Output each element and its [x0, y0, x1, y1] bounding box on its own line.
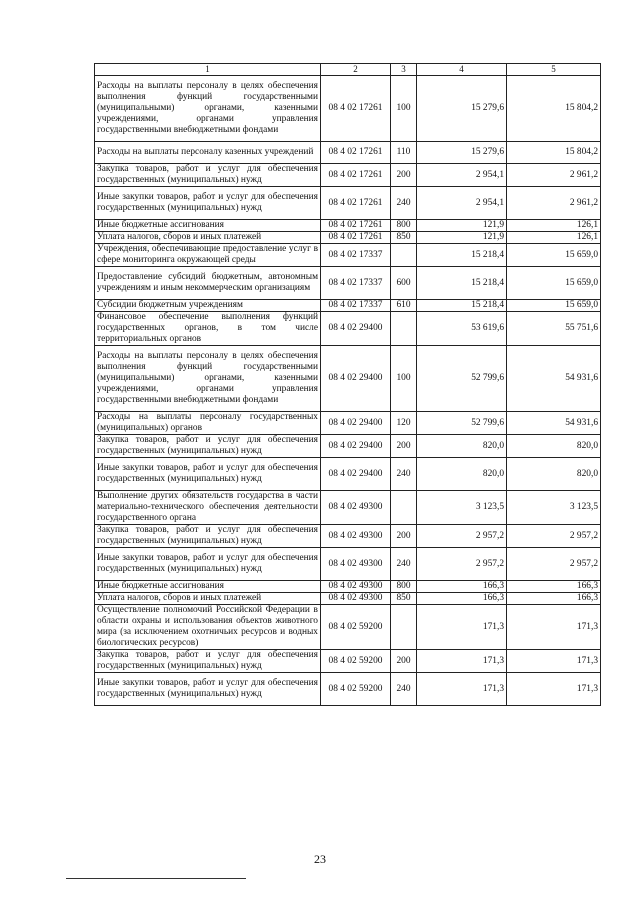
row-value-year-2: 2 961,2	[507, 187, 601, 220]
row-name: Иные закупки товаров, работ и услуг для обеспечения государственных (муниципальных) нужд	[95, 673, 321, 706]
header-col-5: 5	[507, 64, 601, 76]
row-value-year-2: 126,1	[507, 232, 601, 244]
row-value-year-2: 54 931,6	[507, 346, 601, 412]
table-row	[95, 605, 601, 650]
row-value-year-2: 15 804,2	[507, 76, 601, 142]
row-value-year-2: 2 957,2	[507, 548, 601, 581]
row-expense-type: 240	[391, 548, 417, 581]
row-expense-type: 110	[391, 142, 417, 164]
row-code: 08 4 02 29400	[321, 346, 391, 412]
row-value-year-1: 2 957,2	[417, 548, 507, 581]
page-number: 23	[314, 852, 326, 866]
table-row	[95, 491, 601, 525]
row-value-year-1: 166,3	[417, 581, 507, 593]
row-value-year-2: 15 659,0	[507, 244, 601, 267]
row-code: 08 4 02 29400	[321, 412, 391, 435]
row-code: 08 4 02 17337	[321, 244, 391, 267]
table-row	[95, 525, 601, 548]
row-name: Закупка товаров, работ и услуг для обеспечения государственных (муниципальных) нужд	[95, 525, 321, 548]
row-name: Расходы на выплаты персоналу в целях обеспечения выполнения функций государственными (муниципальными) органами, казенными учреждениями, органами управления государственными внебюджетными фондами	[95, 76, 321, 142]
footer-divider	[66, 878, 246, 879]
row-code: 08 4 02 49300	[321, 548, 391, 581]
row-name: Уплата налогов, сборов и иных платежей	[95, 232, 321, 244]
table-header	[95, 64, 601, 76]
row-value-year-1: 171,3	[417, 605, 507, 650]
row-value-year-1: 52 799,6	[417, 346, 507, 412]
table-row	[95, 593, 601, 605]
header-row	[95, 64, 601, 76]
row-value-year-1: 15 218,4	[417, 267, 507, 300]
row-expense-type	[391, 491, 417, 525]
row-name: Учреждения, обеспечивающие предоставление услуг в сфере мониторинга окружающей среды	[95, 244, 321, 267]
table-row	[95, 458, 601, 491]
row-code: 08 4 02 49300	[321, 525, 391, 548]
row-expense-type: 200	[391, 525, 417, 548]
row-expense-type: 240	[391, 458, 417, 491]
row-name: Расходы на выплаты персоналу в целях обеспечения выполнения функций государственными (муниципальными) органами, казенными учреждениями, органами управления государственными внебюджетными фондами	[95, 346, 321, 412]
row-name: Финансовое обеспечение выполнения функций государственных органов, в том числе территориальных органов	[95, 312, 321, 346]
table-row	[95, 142, 601, 164]
row-expense-type: 850	[391, 232, 417, 244]
row-code: 08 4 02 17261	[321, 142, 391, 164]
table-row	[95, 346, 601, 412]
row-name: Иные закупки товаров, работ и услуг для обеспечения государственных (муниципальных) нужд	[95, 458, 321, 491]
header-col-2: 2	[321, 64, 391, 76]
row-value-year-1: 2 954,1	[417, 164, 507, 187]
row-name: Иные бюджетные ассигнования	[95, 220, 321, 232]
table-row	[95, 164, 601, 187]
row-value-year-2: 15 659,0	[507, 300, 601, 312]
table-body	[95, 76, 601, 706]
row-name: Осуществление полномочий Российской Федерации в области охраны и использования объектов животного мира (за исключением охотничьих ресурсов и водных биологических ресурсов)	[95, 605, 321, 650]
row-value-year-1: 15 279,6	[417, 76, 507, 142]
row-name: Уплата налогов, сборов и иных платежей	[95, 593, 321, 605]
row-code: 08 4 02 17261	[321, 232, 391, 244]
table-row	[95, 232, 601, 244]
row-code: 08 4 02 59200	[321, 673, 391, 706]
row-name: Иные закупки товаров, работ и услуг для обеспечения государственных (муниципальных) нужд	[95, 548, 321, 581]
row-value-year-1: 53 619,6	[417, 312, 507, 346]
row-value-year-2: 3 123,5	[507, 491, 601, 525]
table-row	[95, 673, 601, 706]
row-value-year-1: 121,9	[417, 220, 507, 232]
row-code: 08 4 02 17261	[321, 164, 391, 187]
header-col-3: 3	[391, 64, 417, 76]
row-value-year-2: 2 961,2	[507, 164, 601, 187]
row-value-year-2: 171,3	[507, 650, 601, 673]
row-expense-type: 600	[391, 267, 417, 300]
row-code: 08 4 02 17261	[321, 220, 391, 232]
table-row	[95, 76, 601, 142]
row-code: 08 4 02 17261	[321, 187, 391, 220]
row-expense-type	[391, 605, 417, 650]
row-value-year-2: 820,0	[507, 458, 601, 491]
row-code: 08 4 02 29400	[321, 458, 391, 491]
table-row	[95, 412, 601, 435]
header-col-4: 4	[417, 64, 507, 76]
row-expense-type: 100	[391, 346, 417, 412]
row-value-year-1: 52 799,6	[417, 412, 507, 435]
row-code: 08 4 02 17261	[321, 76, 391, 142]
row-code: 08 4 02 29400	[321, 435, 391, 458]
row-expense-type: 200	[391, 435, 417, 458]
row-expense-type: 240	[391, 187, 417, 220]
row-code: 08 4 02 17337	[321, 267, 391, 300]
row-value-year-1: 166,3	[417, 593, 507, 605]
table-row	[95, 244, 601, 267]
row-value-year-1: 171,3	[417, 673, 507, 706]
table-row	[95, 581, 601, 593]
header-col-1: 1	[95, 64, 321, 76]
table-row	[95, 548, 601, 581]
row-value-year-2: 166,3	[507, 593, 601, 605]
table-row	[95, 435, 601, 458]
row-value-year-1: 171,3	[417, 650, 507, 673]
row-value-year-1: 3 123,5	[417, 491, 507, 525]
row-expense-type: 240	[391, 673, 417, 706]
row-value-year-1: 2 957,2	[417, 525, 507, 548]
row-value-year-2: 126,1	[507, 220, 601, 232]
budget-table	[94, 63, 601, 706]
row-value-year-1: 15 218,4	[417, 300, 507, 312]
row-name: Закупка товаров, работ и услуг для обеспечения государственных (муниципальных) нужд	[95, 164, 321, 187]
row-code: 08 4 02 17337	[321, 300, 391, 312]
row-name: Закупка товаров, работ и услуг для обеспечения государственных (муниципальных) нужд	[95, 435, 321, 458]
row-name: Расходы на выплаты персоналу государственных (муниципальных) органов	[95, 412, 321, 435]
row-expense-type: 800	[391, 220, 417, 232]
row-expense-type	[391, 312, 417, 346]
row-value-year-1: 820,0	[417, 458, 507, 491]
row-code: 08 4 02 29400	[321, 312, 391, 346]
row-value-year-2: 171,3	[507, 673, 601, 706]
row-value-year-2: 55 751,6	[507, 312, 601, 346]
row-code: 08 4 02 49300	[321, 491, 391, 525]
row-expense-type: 200	[391, 650, 417, 673]
row-expense-type: 800	[391, 581, 417, 593]
table-row	[95, 220, 601, 232]
table-row	[95, 187, 601, 220]
table-row	[95, 267, 601, 300]
row-name: Иные бюджетные ассигнования	[95, 581, 321, 593]
row-code: 08 4 02 59200	[321, 650, 391, 673]
row-expense-type: 100	[391, 76, 417, 142]
row-name: Предоставление субсидий бюджетным, автономным учреждениям и иным некоммерческим организациям	[95, 267, 321, 300]
row-code: 08 4 02 59200	[321, 605, 391, 650]
row-value-year-1: 820,0	[417, 435, 507, 458]
row-expense-type: 610	[391, 300, 417, 312]
row-value-year-1: 121,9	[417, 232, 507, 244]
row-expense-type: 850	[391, 593, 417, 605]
row-name: Закупка товаров, работ и услуг для обеспечения государственных (муниципальных) нужд	[95, 650, 321, 673]
row-code: 08 4 02 49300	[321, 581, 391, 593]
row-name: Выполнение других обязательств государства в части материально-технического обеспечения деятельности государственного органа	[95, 491, 321, 525]
row-expense-type: 120	[391, 412, 417, 435]
table-row	[95, 650, 601, 673]
row-name: Субсидии бюджетным учреждениям	[95, 300, 321, 312]
row-value-year-2: 2 957,2	[507, 525, 601, 548]
row-name: Расходы на выплаты персоналу казенных учреждений	[95, 142, 321, 164]
row-value-year-2: 166,3	[507, 581, 601, 593]
row-name: Иные закупки товаров, работ и услуг для обеспечения государственных (муниципальных) нужд	[95, 187, 321, 220]
row-value-year-2: 171,3	[507, 605, 601, 650]
row-value-year-1: 15 218,4	[417, 244, 507, 267]
table-row	[95, 312, 601, 346]
row-expense-type	[391, 244, 417, 267]
row-value-year-2: 15 804,2	[507, 142, 601, 164]
row-value-year-2: 820,0	[507, 435, 601, 458]
row-code: 08 4 02 49300	[321, 593, 391, 605]
row-value-year-2: 54 931,6	[507, 412, 601, 435]
row-value-year-1: 2 954,1	[417, 187, 507, 220]
row-expense-type: 200	[391, 164, 417, 187]
row-value-year-2: 15 659,0	[507, 267, 601, 300]
table-row	[95, 300, 601, 312]
row-value-year-1: 15 279,6	[417, 142, 507, 164]
